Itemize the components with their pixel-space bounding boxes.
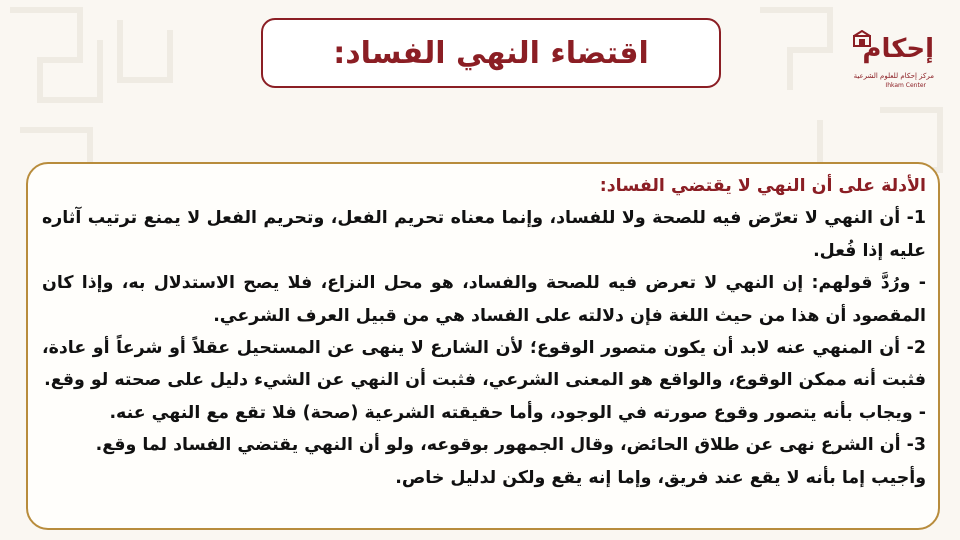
logo-subtitle: مركز إحكام للعلوم الشرعية (853, 72, 934, 80)
title-box (261, 18, 721, 88)
paragraph-6: وأجيب إما بأنه لا يقع عند فريق، وإما إنه يقع ولكن لدليل خاص. (395, 467, 926, 488)
paragraph-4: - ويجاب بأنه يتصور وقوع صورته في الوجود، وأما حقيقته الشرعية (صحة) فلا تقع مع النهي عنه. (109, 402, 926, 423)
content-text (42, 170, 926, 494)
paragraph-5: 3- أن الشرع نهى عن طلاق الحائض، وقال الجمهور بوقوعه، ولو أن النهي يقتضي الفساد لما وقع. (95, 435, 926, 456)
content-heading: الأدلة على أن النهي لا يقتضي الفساد: (599, 176, 926, 196)
content-box (26, 162, 940, 530)
paragraph-3: 2- أن المنهي عنه لابد أن يكون متصور الوقوع؛ لأن الشارع لا ينهى عن المستحيل عقلاً أو شرعاً أو عادة، فثبت أنه ممكن الوقوع، والواقع هو المعنى الشرعي، فثبت أن النهي عن الشيء دليل على صحته لو وقع. (42, 338, 926, 391)
paragraph-2: - ورُدَّ قولهم: إن النهي لا تعرض فيه للصحة والفساد، هو محل النزاع، فلا يصح الاستدلال به، وإذا كان المقصود أن هذا من حيث اللغة فإن دلالته على الفساد هي من قبيل العرف الشرعي. (42, 273, 926, 326)
paragraph-1: 1- أن النهي لا تعرّض فيه للصحة ولا للفساد، وإنما معناه تحريم الفعل، وتحريم الفعل لا يمنع ترتيب آثاره عليه إذا فُعل. (42, 208, 926, 261)
logo-tagline: Ihkam Center (885, 82, 926, 89)
logo-name: إحكام (862, 34, 934, 64)
page-title: اقتضاء النهي الفساد: (333, 35, 649, 71)
logo (838, 20, 936, 100)
